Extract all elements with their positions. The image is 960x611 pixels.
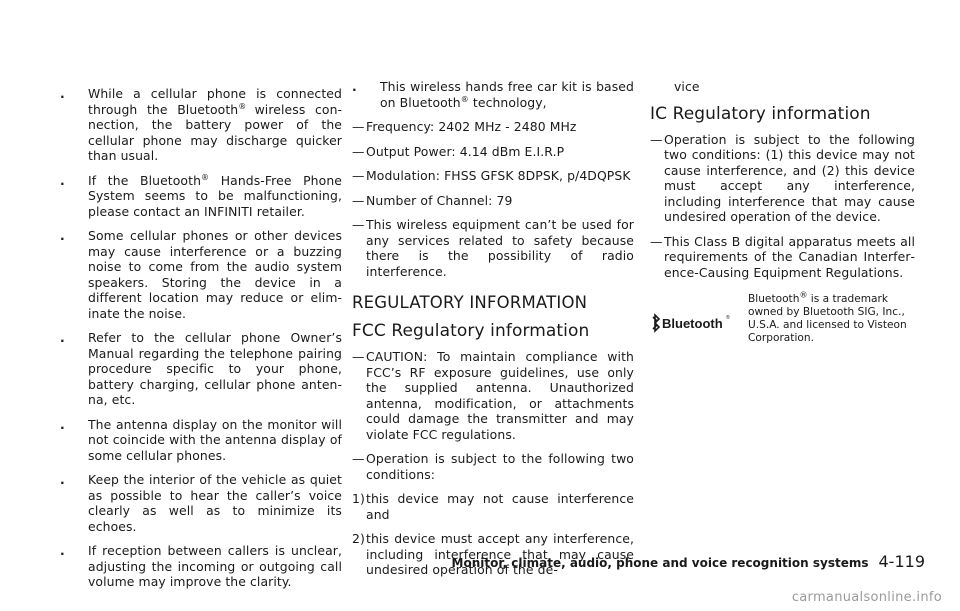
bullet-item: . If the Bluetooth® Hands-Free Phone System seems to be malfunctioning, please contact an INFINITI retailer.	[60, 172, 342, 219]
bluetooth-logo	[650, 311, 732, 335]
continued-text: vice	[674, 79, 700, 94]
bullet-mark: .	[60, 543, 65, 558]
ic-item: — This Class B digital apparatus meets all requirements of the Canadian Interference-Causing Equipment Regulations.	[650, 233, 915, 280]
condition-item: 2) this device must accept any interference, including interference that may cause undesired operation of the de-	[352, 531, 634, 577]
fcc-caution: — CAUTION: To maintain compliance with FCC’s RF exposure guidelines, use only the supplied antenna. Unauthorized antenna, modification, or attachments could damage the transmitter and may violate FCC regulations.	[352, 349, 634, 442]
right-column	[650, 79, 915, 359]
middle-column	[352, 79, 634, 587]
bullet-mark: .	[60, 86, 65, 101]
bullet-mark: .	[352, 79, 357, 94]
bullet-mark: .	[60, 330, 65, 345]
section-heading-fcc: FCC Regulatory information	[352, 321, 590, 341]
spec-item: — This wireless equipment can’t be used for any services related to safety because there is the possibility of radio interference.	[352, 217, 634, 279]
condition-item: 1) this device may not cause interference and	[352, 491, 634, 522]
bullet-item: . While a cellular phone is connected through the Bluetooth® wireless connection, the battery power of the cellular phone may discharge quicker than usual.	[60, 86, 342, 163]
section-heading-ic: IC Regulatory information	[650, 103, 871, 124]
bullet-item: . If reception between callers is unclear, adjusting the incoming or outgoing call volume may improve the clarity.	[60, 543, 342, 589]
bullet-item: . Keep the interior of the vehicle as quiet as possible to hear the caller’s voice clearly as well as to minimize its echoes.	[60, 472, 342, 534]
ic-item: — Operation is subject to the following two conditions: (1) this device may not cause interference, and (2) this device must accept any interference, including interference that may cause undesired operation of the device.	[650, 131, 915, 224]
spec-item: — Output Power: 4.14 dBm E.I.R.P	[352, 143, 565, 159]
bullet-item: . Refer to the cellular phone Owner’s Manual regarding the telephone pairing procedure specific to your phone, battery charging, cellular phone antenna, etc.	[60, 330, 342, 407]
page-number: 4-119	[878, 552, 925, 571]
bullet-mark: .	[60, 172, 65, 188]
bullet-mark: .	[60, 228, 65, 243]
svg-text:Bluetooth: Bluetooth	[662, 316, 723, 331]
trademark-text: Bluetooth® is a trademark owned by Bluetooth SIG, Inc., U.S.A. and licensed to Visteon Corporation.	[748, 290, 907, 344]
section-title: Monitor, climate, audio, phone and voice recognition systems	[451, 556, 869, 570]
spec-item: — Modulation: FHSS GFSK 8DPSK, p/4DQPSK	[352, 168, 631, 183]
fcc-operation: — Operation is subject to the following two conditions:	[352, 451, 634, 482]
watermark: carmanualsonline.info	[791, 590, 942, 605]
bullet-mark: .	[60, 416, 65, 432]
bullet-item: . This wireless hands free car kit is based on Bluetooth® technology,	[352, 79, 634, 110]
section-heading-regulatory: REGULATORY INFORMATION	[352, 293, 588, 312]
svg-text:®: ®	[726, 315, 730, 321]
spec-item: — Frequency: 2402 MHz - 2480 MHz	[352, 119, 577, 134]
bullet-mark: .	[60, 472, 65, 487]
page-footer	[452, 552, 925, 571]
spec-item: — Number of Channel: 79	[352, 192, 513, 208]
bullet-item: . The antenna display on the monitor will not coincide with the antenna display of some cellular phones.	[60, 416, 342, 463]
bluetooth-trademark	[650, 289, 915, 359]
left-column	[60, 86, 342, 599]
bullet-item: . Some cellular phones or other devices may cause interference or a buzzing noise to come from the audio system speakers. Storing the device in a different location may reduce or eliminate the noise.	[60, 228, 342, 321]
